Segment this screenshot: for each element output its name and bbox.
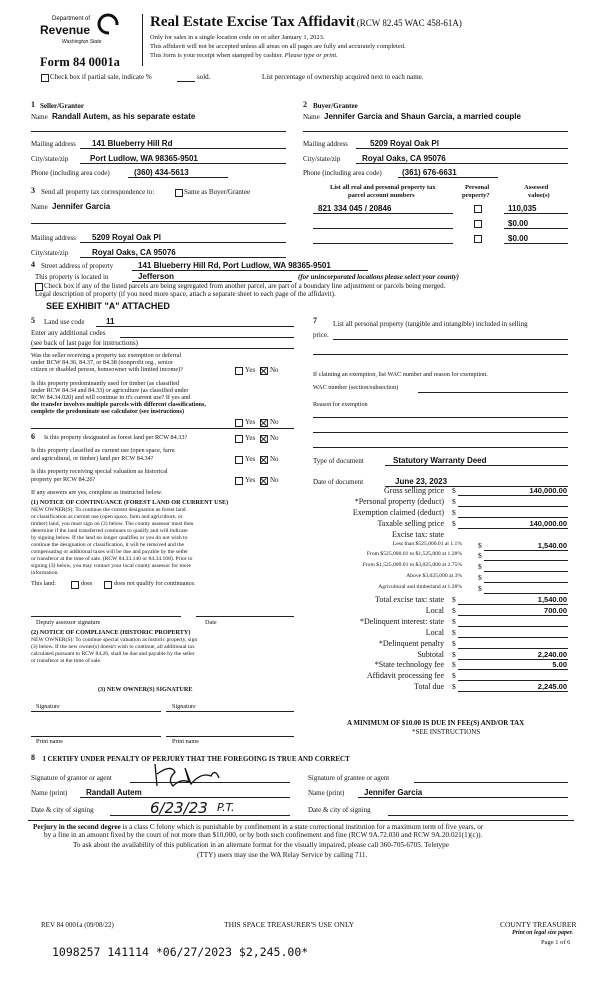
assessed-value[interactable]: $0.00	[508, 219, 529, 228]
street-label: Street address of property	[41, 262, 114, 270]
no-checkbox-checked[interactable]	[260, 367, 268, 375]
parcel-header-3a: Assessed	[524, 184, 549, 191]
yes-checkbox[interactable]	[235, 456, 243, 464]
q-timber-2: under RCW 84.34 and 84.33) or agriculture (as classified under	[31, 387, 189, 394]
seller-name-label: Name	[31, 113, 48, 121]
tax-row-label: *Delinquent interest: state	[360, 617, 444, 626]
sec4-number: 4	[31, 260, 35, 269]
personal-property-field[interactable]	[313, 354, 568, 355]
parcel-header-2b: property?	[462, 192, 490, 199]
does-not-checkbox[interactable]	[104, 581, 112, 589]
yes-label: Yes	[245, 434, 256, 442]
notice1-line: continue the designation or classification, it will be removed and the	[31, 542, 185, 548]
tax-row-line	[458, 669, 568, 670]
no-label: No	[270, 366, 279, 374]
buyer-city-line	[356, 163, 568, 164]
tax-row-dollar: $	[452, 660, 456, 669]
signature-label: Signature	[36, 703, 60, 710]
notice2-line: NEW OWNER(S): To continue special valuation as historic property, sign	[31, 637, 198, 643]
tax-row-line	[458, 528, 568, 529]
title-rcw: (RCW 82.45 WAC 458-61A)	[356, 18, 462, 28]
assessed-value[interactable]: 110,035	[508, 204, 537, 213]
no-label: No	[270, 476, 279, 484]
county-treasurer-label: COUNTY TREASURER	[500, 920, 577, 929]
grantor-signature-line	[130, 782, 290, 783]
same-as-buyer-checkbox[interactable]	[175, 189, 183, 197]
parcel-header-1b: parcel account numbers	[348, 192, 415, 199]
seller-mail-label: Mailing address	[31, 140, 76, 148]
reason-field[interactable]	[313, 447, 568, 448]
form-title	[150, 14, 462, 31]
tax-row-dollar: $	[478, 573, 482, 582]
notice1-line: information.	[31, 570, 59, 576]
tax-row-label: Taxable selling price	[377, 519, 444, 528]
header-note3	[150, 52, 338, 59]
no-label: No	[270, 434, 279, 442]
tax-row-label: Total excise tax: state	[375, 595, 444, 604]
this-land-label: This land:	[31, 580, 56, 587]
no-checkbox-checked[interactable]	[260, 456, 268, 464]
tax-row-dollar: $	[452, 486, 456, 495]
see-back-line	[31, 348, 294, 349]
grantor-date-handwritten[interactable]: 6/23/23	[150, 799, 208, 817]
no-checkbox-checked[interactable]	[260, 477, 268, 485]
tax-row-amount[interactable]: 140,000.00	[529, 486, 567, 495]
date-city-label: Date & city of signing	[308, 806, 371, 814]
sec7-number: 7	[313, 316, 317, 325]
q-forest: Is this property designated as forest land per RCW 84.33?	[44, 434, 188, 441]
if-yes-note: If any answers are yes, complete as instructed below.	[31, 489, 163, 496]
tax-row-line	[484, 571, 568, 572]
parcel-number[interactable]: 821 334 045 / 20846	[318, 204, 392, 213]
sold-label: sold.	[197, 73, 211, 81]
yes-checkbox[interactable]	[235, 477, 243, 485]
tax-row-amount[interactable]: 2,240.00	[537, 650, 567, 659]
tax-row-line	[458, 648, 568, 649]
form-number: Form 84 0001a	[40, 55, 120, 69]
minimum-fee-note: A MINIMUM OF $10.00 IS DUE IN FEE(S) AND/OR TAX	[347, 719, 525, 727]
see-instructions-note: *SEE INSTRUCTIONS	[412, 728, 481, 736]
doc-type-line	[385, 465, 568, 466]
header-note3-italic: Please type or print.	[284, 52, 338, 59]
tax-row-dollar: $	[478, 541, 482, 550]
buyer-city[interactable]: Royal Oaks, CA 95076	[362, 154, 446, 163]
tax-row-label: *Personal property (deduct)	[354, 497, 444, 506]
land-use-code[interactable]: 11	[106, 317, 115, 326]
owner-signature-line[interactable]	[31, 711, 161, 712]
parcel-line	[313, 228, 453, 229]
tax-row-line	[458, 517, 568, 518]
q-timber-4: the transfer involves multiple parcels with different classifications,	[31, 401, 206, 408]
tax-row-line	[484, 582, 568, 583]
tax-row-line	[458, 604, 568, 605]
tax-row-dollar: $	[452, 682, 456, 691]
seller-phone-label: Phone (including area code)	[31, 169, 110, 177]
perjury-line1	[33, 823, 483, 831]
sec5-bottom-line	[31, 428, 294, 429]
dept-line3: Washington State	[62, 39, 102, 45]
legal-description-label: Legal description of property (if you need more space, attach a separate sheet to each page of the affidavit).	[35, 290, 336, 298]
owner-print-line[interactable]	[166, 736, 294, 737]
tax-row-label: Above $3,025,000 at 3%	[406, 573, 462, 579]
tax-row-dollar: $	[452, 671, 456, 680]
tax-row-label: Less than $525,000.01 at 1.1%	[392, 541, 462, 547]
tax-row-line	[458, 626, 568, 627]
notice1-heading: (1) NOTICE OF CONTINUANCE (FOREST LAND OR CURRENT USE)	[31, 499, 229, 506]
additional-codes-label: Enter any additional codes	[31, 329, 106, 337]
buyer-mail[interactable]: 5209 Royal Oak Pl	[370, 139, 439, 148]
dept-line1: Department of	[52, 16, 91, 22]
q-historic-2: property per RCW 84.26?	[31, 476, 96, 483]
buyer-name-label: Name	[303, 113, 320, 121]
page-number: Page 1 of 6	[541, 939, 571, 946]
sec3-city-line	[80, 257, 286, 258]
grantor-signature[interactable]	[145, 760, 225, 790]
does-label: does	[81, 580, 93, 587]
tax-row-line	[458, 495, 568, 496]
tax-row-label: Agricultural and timberland at 1.28%	[378, 584, 462, 590]
print-name-label: Print name	[36, 738, 63, 745]
doc-date-label: Date of document	[313, 478, 364, 486]
notice1-line: determine if the land transferred continues to qualify and will indicate	[31, 528, 188, 534]
does-checkbox[interactable]	[71, 581, 79, 589]
notice2-heading: (2) NOTICE OF COMPLIANCE (HISTORIC PROPERTY)	[31, 629, 191, 636]
signature-label: Signature	[172, 703, 196, 710]
tax-row-dollar: $	[452, 617, 456, 626]
seller-phone-line	[128, 177, 228, 178]
dept-line2: Revenue	[40, 23, 91, 37]
sec6-number: 6	[31, 432, 35, 441]
legal-paper-note: Print on legal size paper.	[512, 930, 574, 936]
perjury-divider	[28, 820, 574, 821]
seller-heading: Seller/Grantor	[40, 102, 84, 110]
doc-type-label: Type of document	[313, 457, 364, 465]
yes-checkbox[interactable]	[235, 367, 243, 375]
parcel-header-1a: List all real and personal property tax	[330, 184, 436, 191]
yes-label: Yes	[245, 476, 256, 484]
tax-row-dollar: $	[452, 639, 456, 648]
tax-row-line	[458, 615, 568, 616]
personal-property-field[interactable]	[333, 339, 568, 340]
tax-row-line	[458, 506, 568, 507]
tax-row-line	[484, 560, 568, 561]
dor-swoosh-icon	[97, 13, 119, 35]
perjury-line3: To ask about the availability of this publication in an alternate format for the visually impaired, please call 360-705-6705. Teletype	[73, 841, 449, 849]
grantor-signature-label: Signature of grantor or agent	[31, 774, 112, 782]
owner-print-line[interactable]	[31, 736, 161, 737]
seller-phone[interactable]: (360) 434-5613	[134, 168, 189, 177]
perjury-bold: Perjury in the second degree	[33, 823, 121, 831]
q-current-use-2: and agricultural, or timber) land per RCW 84.34?	[31, 455, 154, 462]
sec3-name-label: Name	[31, 203, 48, 211]
q-timber-3: RCW 84.34.020) and will continue in it's current use? If yes and	[31, 394, 191, 401]
personal-property-checkbox[interactable]	[474, 205, 482, 213]
reason-field[interactable]	[313, 432, 568, 433]
see-back-label: (see back of last page for instructions)	[31, 339, 138, 347]
tax-row-dollar: $	[452, 628, 456, 637]
tax-row-dollar: $	[452, 508, 456, 517]
buyer-heading: Buyer/Grantee	[313, 102, 358, 110]
tax-row-label: Excise tax: state	[392, 530, 444, 539]
partial-sale-line[interactable]	[177, 81, 195, 82]
buyer-name[interactable]: Jennifer Garcia and Shaun Garcia, a married couple	[324, 112, 521, 121]
wac-label: WAC number (section/subsection)	[313, 384, 399, 391]
sec3-name-line	[31, 223, 286, 224]
personal-property-line2: price.	[313, 331, 329, 339]
buyer-mail-line	[356, 148, 568, 149]
deputy-signature-line[interactable]	[31, 616, 181, 617]
tax-row-label: Local	[425, 606, 444, 615]
sec3-name[interactable]: Jennifer Garcia	[52, 202, 111, 211]
parcel-line	[313, 243, 453, 244]
additional-codes-line[interactable]	[120, 337, 294, 338]
notice1-line: or transferor at the time of sale. (RCW 84.33.140 or 84.34.108). Prior to	[31, 556, 193, 562]
grantor-date-line	[110, 815, 290, 816]
partial-sale-label: Check box if partial sale, indicate %	[50, 73, 152, 81]
reason-label: Reason for exemption	[313, 401, 368, 408]
tax-row-line	[458, 680, 568, 681]
notice2-line: (3) below. If the new owner(s) doesn't wish to continue, all additional tax	[31, 644, 195, 650]
notice1-line: by signing below. If the land no longer qualifies or you do not wish to	[31, 535, 188, 541]
tax-row-amount[interactable]: 1,540.00	[537, 541, 567, 550]
tax-row-dollar: $	[478, 584, 482, 593]
seller-city-line	[80, 163, 286, 164]
county[interactable]: Jefferson	[138, 272, 175, 281]
date-city-label: Date & city of signing	[31, 806, 94, 814]
doc-date[interactable]: June 23, 2023	[395, 477, 448, 486]
notice1-line: compensating or additional taxes will be due and payable by the seller	[31, 549, 189, 555]
parcel-line	[313, 213, 453, 214]
yes-label: Yes	[245, 366, 256, 374]
deputy-date-line[interactable]	[196, 616, 294, 617]
segregated-label: Check box if any of the listed parcels are being segregated from another parcel, are part of a boundary line adjustment or parcels being merged.	[44, 282, 446, 290]
personal-property-line1: List all personal property (tangible and intangible) included in selling	[333, 320, 528, 328]
buyer-phone-label: Phone (including area code)	[303, 169, 382, 177]
tax-row-label: Gross selling price	[384, 486, 444, 495]
notice2-line: or transferor at the time of sale.	[31, 658, 102, 664]
q-exemption-1: Was the seller receiving a property tax exemption or deferral	[31, 352, 182, 359]
q-current-use-1: Is this property classified as current use (open space, farm	[31, 447, 175, 454]
q-exemption-2: under RCW 84.36, 84.37, or 84.38 (nonprofit org., senior	[31, 359, 173, 366]
seller-city-label: City/state/zip	[31, 155, 69, 163]
owner-signature-line[interactable]	[166, 711, 294, 712]
tax-row-dollar: $	[452, 595, 456, 604]
wac-field[interactable]	[418, 392, 568, 393]
grantee-print-name[interactable]: Jennifer Garcia	[364, 788, 423, 797]
yes-checkbox[interactable]	[235, 435, 243, 443]
assessed-line	[504, 228, 568, 229]
print-name-label: Print name	[172, 738, 199, 745]
located-label: This property is located in	[35, 273, 109, 281]
tax-row-dollar: $	[452, 519, 456, 528]
tax-row-label: Local	[425, 628, 444, 637]
tax-row-dollar: $	[452, 497, 456, 506]
tax-row-amount[interactable]: 2,245.00	[537, 682, 567, 691]
sec3-city-label: City/state/zip	[31, 249, 69, 257]
buyer-mail-label: Mailing address	[303, 140, 348, 148]
assessed-line	[504, 243, 568, 244]
no-label: No	[270, 418, 279, 426]
personal-property-checkbox[interactable]	[474, 235, 482, 243]
title-text: Real Estate Excise Tax Affidavit	[150, 14, 355, 30]
buyer-name-line	[303, 131, 568, 132]
land-use-label: Land use code	[44, 318, 85, 326]
land-use-line	[96, 326, 294, 327]
header-note2: This affidavit will not be accepted unless all areas on all pages are fully and accurately completed.	[150, 43, 406, 50]
q-historic-1: Is this property receiving special valuation as historical	[31, 468, 168, 475]
assessed-line	[504, 213, 568, 214]
seller-mail-line	[80, 148, 286, 149]
grantee-date-line[interactable]	[388, 815, 568, 816]
tax-row-label: From $1,525,000.01 to $3,025,000 at 2.75%	[362, 562, 462, 568]
sec3-mail[interactable]: 5209 Royal Oak Pl	[92, 233, 161, 242]
grantee-print-line	[358, 797, 568, 798]
tax-row-label: *State technology fee	[374, 660, 444, 669]
buyer-number: 2	[303, 100, 307, 109]
unincorporated-note: (for unincorporated locations please select your county)	[298, 273, 459, 281]
sec3-mail-label: Mailing address	[31, 234, 76, 242]
no-checkbox-checked[interactable]	[260, 419, 268, 427]
seller-number: 1	[31, 100, 35, 109]
tax-row-label: Subtotal	[417, 650, 444, 659]
perjury-line2: by a fine in an amount fixed by the court of not more than $10,000, or by both such confinement and fine (RCW 9A.72.030 and RCW 9A.20.021(1)(c)).	[44, 831, 483, 839]
personal-property-checkbox[interactable]	[474, 220, 482, 228]
name-print-label: Name (print)	[31, 789, 68, 797]
certify-statement: I CERTIFY UNDER PENALTY OF PERJURY THAT THE FOREGOING IS TRUE AND CORRECT	[43, 755, 350, 763]
tax-row-amount[interactable]: 140,000.00	[529, 519, 567, 528]
does-not-label: does not qualify for continuance.	[114, 580, 196, 587]
yes-label: Yes	[245, 455, 256, 463]
legal-description[interactable]: SEE EXHIBIT "A" ATTACHED	[46, 301, 170, 311]
header-note1: Only for sales in a single location code on or after January 1, 2023.	[150, 34, 325, 41]
reason-field[interactable]	[313, 417, 568, 418]
yes-label: Yes	[245, 418, 256, 426]
tax-row-label: Total due	[414, 682, 444, 691]
seller-name[interactable]: Randall Autem, as his separate estate	[52, 112, 196, 121]
perjury-line4: (TTY) users may use the WA Relay Service by calling 711.	[197, 851, 368, 859]
grantee-signature-label: Signature of grantee or agent	[308, 774, 390, 782]
tax-row-dollar: $	[452, 650, 456, 659]
tax-row-line	[484, 593, 568, 594]
sec8-number: 8	[31, 753, 35, 762]
deputy-signature-label: Deputy assessor signature	[36, 619, 101, 626]
tax-row-dollar: $	[478, 551, 482, 560]
grantor-print-line	[80, 797, 290, 798]
no-label: No	[270, 455, 279, 463]
ownership-note: List percentage of ownership acquired next to each name.	[262, 73, 424, 81]
seller-city[interactable]: Port Ludlow, WA 98365-9501	[90, 154, 198, 163]
same-as-buyer-label: Same as Buyer/Grantee	[184, 188, 251, 196]
buyer-city-label: City/state/zip	[303, 155, 341, 163]
seller-name-line	[31, 131, 286, 132]
name-print-label: Name (print)	[308, 789, 345, 797]
grantee-signature-line[interactable]	[414, 782, 568, 783]
perjury-text: is a class C felony which is punishable by confinement in a state correctional institution for a maximum term of five years, or	[122, 823, 484, 831]
receipt-stamp: 1098257 141114 *06/27/2023 $2,245.00*	[52, 945, 309, 959]
tax-row-label: From $525,000.01 to $1,525,000 at 1.28%	[366, 551, 462, 557]
header-divider	[142, 14, 143, 66]
tax-row-line	[458, 637, 568, 638]
street-line	[132, 270, 368, 271]
notice1-line: signing (3) below, you may contact your local county assessor for more	[31, 563, 191, 569]
parcel-header-3b: value(s)	[528, 192, 550, 199]
assessed-value[interactable]: $0.00	[508, 234, 529, 243]
seller-mail[interactable]: 141 Blueberry Hill Rd	[92, 139, 173, 148]
doc-type[interactable]: Statutory Warranty Deed	[393, 456, 487, 465]
tax-row-amount[interactable]: 5.00	[552, 660, 567, 669]
notice1-line: timber) land, you must sign on (3) below. The county assessor must then	[31, 521, 194, 527]
tax-row-label: Affidavit processing fee	[366, 671, 444, 680]
exemption-claim-label: If claiming an exemption, list WAC number and reason for exemption.	[313, 371, 488, 378]
notice1-line: NEW OWNER(S): To continue the current designation as forest land	[31, 507, 186, 513]
no-checkbox-checked[interactable]	[260, 435, 268, 443]
tax-row-line	[484, 550, 568, 551]
tax-row-label: *Delinquent penalty	[378, 639, 444, 648]
tax-row-dollar: $	[452, 606, 456, 615]
header-note3-text: This form is your receipt when stamped by cashier.	[150, 52, 284, 59]
notice3-heading: (3) NEW OWNER(S) SIGNATURE	[98, 686, 193, 693]
sec3-city[interactable]: Royal Oaks, CA 95076	[92, 248, 176, 257]
grantor-city-handwritten[interactable]: P.T.	[217, 801, 235, 814]
q-exemption-3: citizen or disabled person, homeowner with limited income)?	[31, 366, 183, 373]
notice1-line: or classification as current use (open space, farm and agriculture, or	[31, 514, 183, 520]
notice2-line: calculated pursuant to RCW 84.26, shall be due and payable by the seller	[31, 651, 195, 657]
q-timber-1: Is this property predominantly used for timber (as classified	[31, 380, 180, 387]
tax-row-amount[interactable]: 1,540.00	[537, 595, 567, 604]
sec3-label: Send all property tax correspondence to:	[41, 188, 155, 196]
revision-label: REV 84 0001a (09/08/22)	[41, 921, 114, 929]
sec5-number: 5	[31, 316, 35, 325]
treasurer-use-label: THIS SPACE TREASURER'S USE ONLY	[224, 920, 355, 929]
buyer-phone[interactable]: (361) 676-6631	[402, 168, 457, 177]
deputy-date-label: Date	[205, 619, 217, 626]
buyer-phone-line	[398, 177, 498, 178]
tax-row-label: Exemption claimed (deduct)	[352, 508, 444, 517]
grantor-print-name[interactable]: Randall Autem	[86, 788, 142, 797]
sec3-number: 3	[31, 186, 35, 195]
tax-row-line	[458, 691, 568, 692]
tax-row-amount[interactable]: 700.00	[544, 606, 567, 615]
partial-sale-checkbox[interactable]	[41, 74, 49, 82]
sec3-mail-line	[80, 242, 286, 243]
yes-checkbox[interactable]	[235, 419, 243, 427]
q-timber-5: complete the predominate use calculator (see instructions)	[31, 408, 185, 415]
parcel-header-2a: Personal	[465, 184, 490, 191]
street-address[interactable]: 141 Blueberry Hill Rd, Port Ludlow, WA 98365-9501	[138, 261, 331, 270]
tax-row-dollar: $	[478, 562, 482, 571]
